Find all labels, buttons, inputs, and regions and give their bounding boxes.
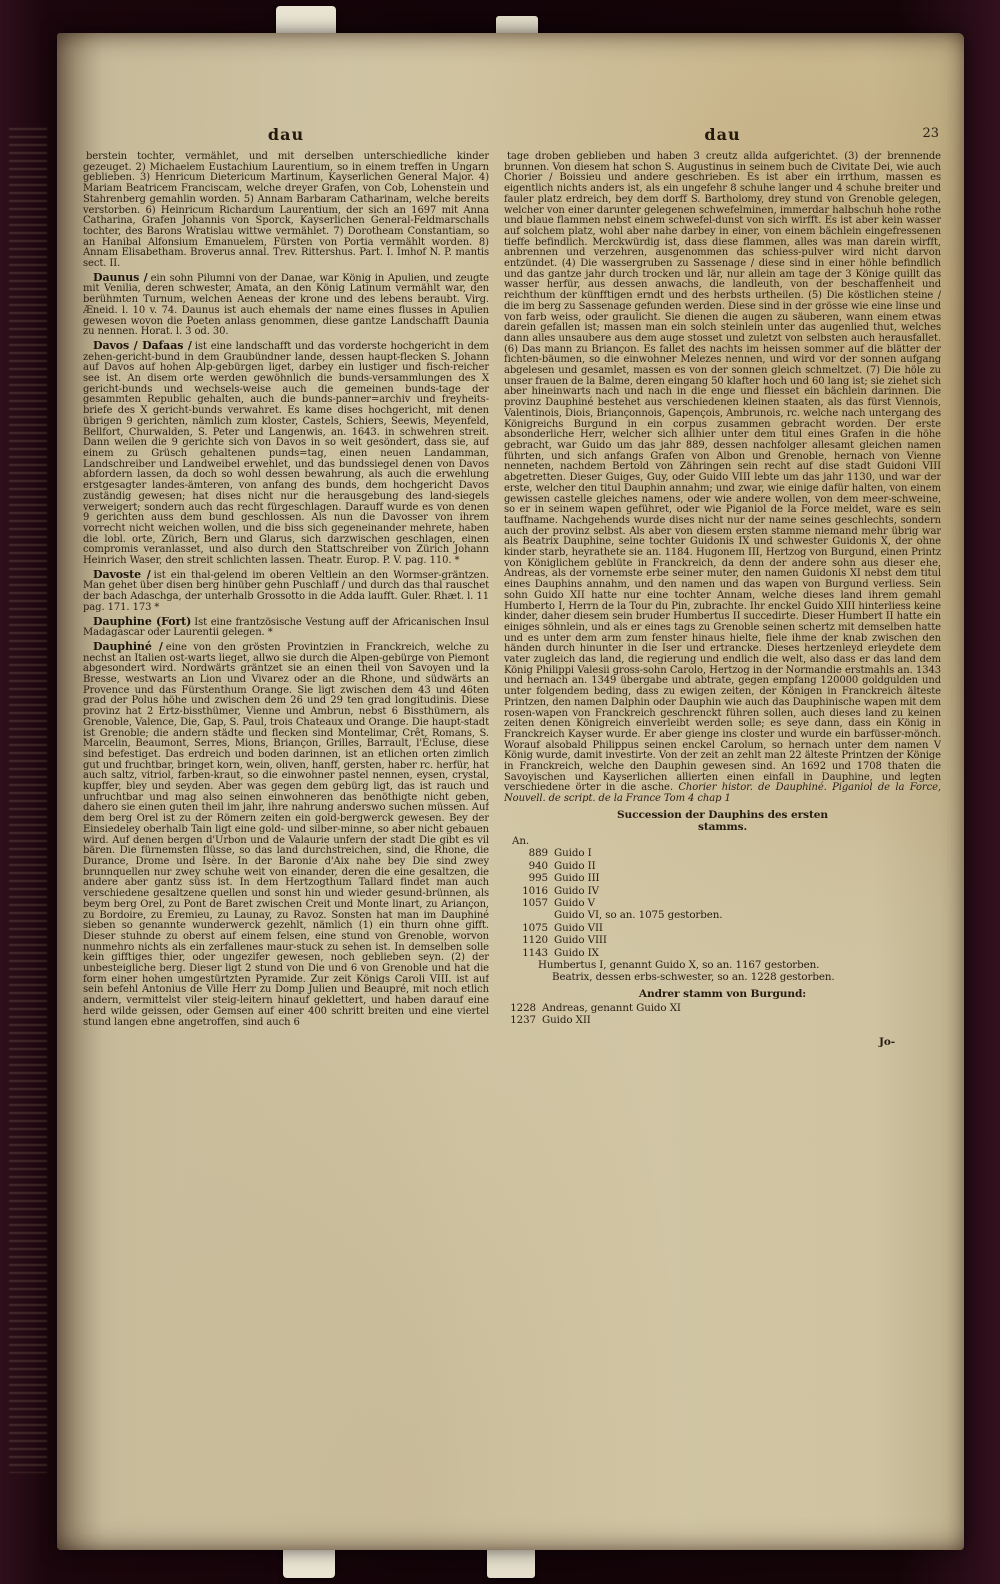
succession-year: 1075 (522, 921, 548, 934)
succession-row (516, 847, 941, 859)
catchword: Jo- (878, 1035, 895, 1048)
succession-year: 995 (528, 872, 548, 885)
succession-row (516, 872, 941, 884)
succession-name: Guido I (554, 847, 592, 860)
entry-daunus (83, 270, 489, 338)
succession-year: 1228 (510, 1001, 536, 1014)
succession-row (516, 885, 941, 897)
succession-year: 1143 (522, 946, 548, 959)
entry-citation: Chorier histor. de Dauphiné. Piganiol de la Force, Nouvell. de script. de la France Tom 4 chap 1 (504, 782, 941, 805)
entry-body: ist ein thal-gelend im oberen Veltlein an den Wormser-gräntzen. Man gehet über disen berg hinüber gehn Puschlaff / und durch das thal rauschet der bach Adaschga, der unterhalb Grossotto in die Adda laufft. Guler. Rhæt. l. 11 pag. 171. 173 * (83, 569, 489, 613)
succession-row (516, 897, 941, 909)
succession-name: Guido IX (554, 946, 599, 959)
text-columns (83, 151, 946, 1514)
entry-headword: Davoste / (93, 567, 151, 581)
succession-name: Andreas, genannt Guido XI (542, 1001, 681, 1014)
succession-year: 940 (528, 859, 548, 872)
succession-name: Guido V (554, 896, 595, 909)
running-head-left: dau (267, 125, 305, 144)
succession-row (504, 1002, 941, 1014)
succession-year: 1120 (522, 934, 548, 947)
running-head-right: dau (704, 125, 741, 144)
succession-name: Guido VI, so an. 1075 gestorben. (554, 909, 723, 922)
entry-davos (83, 338, 489, 567)
succession-row (504, 1014, 941, 1026)
succession-year: 889 (528, 847, 548, 860)
succession-year: 1057 (522, 896, 548, 909)
entry-continuation (83, 151, 489, 270)
succession-list (504, 809, 941, 1027)
entry-headword: Davos / Dafaas / (93, 338, 192, 352)
succession-year (516, 909, 548, 921)
entry-headword: Dauphine (Fort) (93, 614, 192, 628)
page-header (83, 125, 946, 144)
succession-title: Succession der Dauphins des ersten stamms. (616, 808, 829, 833)
right-column (504, 151, 941, 1514)
succession-name: Guido II (554, 859, 596, 872)
succession-year: 1237 (510, 1014, 536, 1027)
entry-dauphine-continuation (504, 151, 941, 805)
left-column (83, 151, 489, 1514)
entry-body: ist eine landschafft und das vorderste hochgericht in dem zehen-gericht-bund in dem Graubündner lande, dessen haupt-flecken S. Johann auf Davos auf hohen Alp-gebürgen liget, darbey ein lustiger und fisch-reicher see ist. An disem orte werden gewöhnlich die bunds-versammlungen des X gericht-bunds und wechsels-weise auch die gemeinen bunds-tage der gesammten Republic gehalten, auch die bunds-panner=archiv und freyheits-briefe des X gericht-bunds verwahret. Es kame dises hochgericht, mit denen übrigen 9 gerichten, nämlich zum kloster, Castels, Schiers, Seewis, Meyenfeld, Bellfort, Churwalden, S. Peter und Langenwis, an. 1643. in schwehren streit. Dann weilen die 9 gerichte sich von Davos in so weit gesöndert, dass sie, auf einem zu Grüsch gehaltenen punds=tag, einen neuen Landamman, Landschreiber und Landweibel erwehlet, und das bundssiegel denen von Davos abfordern lassen, da doch so wohl dessen bewahrung, als auch die erwehlung erstgesagter landes-ämteren, von anfang des bunds, dem hochgericht Davos zuständig gewesen; hat dises nicht nur die herausgebung des land-siegels verweigert; sondern auch das recht fürgeschlagen. Darauff wurde es von denen 9 gerichten auss dem bund geschlossen. Als nun die Davosser von ihrem vorrecht nicht weichen wollen, und die biss sich gegeneinander mehrete, haben die lobl. orte, Zürich, Bern und Glarus, sich darzwischen geschlagen, einen compromis veranlasset, und also durch den Stattschreiber von Zürich Johann Heinrich Waser, den streit schlichten lassen. Theatr. Europ. P. V. pag. 110. * (83, 340, 489, 567)
succession-note-humbertus: Humbertus I, genannt Guido X, so an. 1167 gestorben. (538, 958, 820, 971)
succession-name: Guido IV (554, 884, 599, 897)
running-head-left-wrap (83, 125, 489, 144)
succession-year-label: An. (512, 834, 530, 847)
entry-dauphine-province (83, 639, 489, 1028)
succession-note-beatrix: Beatrix, dessen erbs-schwester, so an. 1228 gestorben. (552, 971, 835, 984)
entry-body: tage droben geblieben und haben 3 creutz allda aufgerichtet. (3) der brennende brunnen. Von diesem hat schon S. Augustinus in seinem buch de Civitate Dei, wie auch Chorier / Boissieu und andere geschrieben. Es ist aber ein irrthum, massen es eigentlich nichts anders ist, als ein ungefehr 8 schuhe langer und 4 schuhe breiter und fauler platz erdreich, bey dem dorff S. Bartholomy, drey stund von Grenoble gelegen, welcher von einer darunter gelegenen schwefelminen, immerdar halbschuh hohe rothe und blaue flammen nebst einem schwefel-dunst von sich wirfft. Es ist aber kein wasser auf solchem platz, wohl aber nahe darbey in einer, von einem bächlein eingefressenen tieffe befindlich. Merckwürdig ist, dass diese flammen, alles was man darein wirfft, anbrennen und verzehren, ausgenommen das schiess-pulver wird nicht darvon entzündet. (4) Die wassergruben zu Sassenage / diese sind in einer höhle befindlich und das gantze jahr durch trocken und lär, nur allein am tage der 3 Könige quillt das wasser herfür, aus dessen anwachs, die landleuth, von der beschaffenheit und reichthum der künfftigen erndt und des herbsts urtheilen. (5) Die köstlichen steine / die im berg zu Sassenage gefunden werden. Diese sind in der grösse wie eine linse und von farb weiss, oder graulicht. Sie dienen die augen zu säuberen, wann einem etwas darein gefallen ist; massen man ein solch steinlein unter das augenlied thut, welches dann alles unsaubere aus dem auge stosset und zuletzt von selbsten auch herausfallet. (6) Das mann zu Briançon. Es fallet des nachts im heissen sommer auf die blätter der fichten-bäumen, so die einwohner Melezes nennen, und wird vor der sonnen aufgang abgelesen und gesamlet, massen es von der sonnen gleich schmeltzet. (7) Die höle zu unser frauen de la Balme, deren eingang 50 klafter hoch und 60 lang ist; sie ziehet sich aber hineinwarts nach und nach in die enge und fliesset ein bächlein darinnen. Die provinz Dauphiné bestehet aus verschiedenen kleinen staaten, als das fürst Viennois, Valentinois, Diois, Briançonnois, Gapençois, Ambrunois, rc. welche nach untergang des Königreichs Burgund in ein corpus zusammen gebracht worden. Der erste absonderliche Herr, welcher sich allhier unter dem titul eines Grafen in die höhe gebracht, war Guido um das jahr 889, dessen nachfolger allesamt gleichen namen führten, und sich anfangs Grafen von Albon und Grenoble, hernach von Vienne nenneten, nachdem Bertold von Zähringen sein recht auf dise stadt Guidoni VIII abgetretten. Dieser Guiges, Guy, oder Guido VIII lebte um das jahr 1130, und war der erste, welcher den titul Dauphin annahm; und zwar, wie einige dafür halten, von einem gewissen castelle gleiches namens, oder wie andere wollen, von dem meer-schweine, so er in seinem wapen geführet, oder wie Piganiol de la Force meldet, ware es sein tauffname. Nachgehends wurde dises nicht nur der name seines geschlechts, sondern auch der provinz selbst. Als aber von diesem ersten stamme niemand mehr übrig war als Beatrix Dauphine, seine tochter Guidonis IX und schwester Guidonis X, der ohne kinder starb, heyrathete sie an. 1184. Hugonem III, Hertzog von Burgund, einen Printz von Königlichem geblüte in Franckreich, da denn der andere sohn aus dieser ehe, Andreas, als der vornemste erbe seiner muter, den namen Guidonis XI nebst dem titul eines Dauphins annahm, und den namen und das wapen von Burgund verliess. Sein sohn Guido XII hatte nur eine tochter Annam, welche dieses land ihrem gemahl Humberto I, Herrn de la Tour du Pin, zubrachte. Ihr enckel Guido XIII hinterliess keine kinder, daher diesem sein bruder Humbertus II succedirte. Dieser Humbert II hatte ein einiges söhnlein, und als er eines tags zu Grenoble seinen schertz mit demselben hatte und es unter dem arm zum fenster hinaus hielte, fiele ihme der knab zwischen den händen durch hinunter in die Iser und ertrancke. Dieses hertzenleyd erleydete dem vater zugleich das land, die regierung und endlich die welt, also dass er das land dem König Philippi Valesii gross-sohn Carolo, Hertzog in der Normandie erstmahls an. 1343 und hernach an. 1349 übergabe und abtrate, gegen empfang 120000 goldgulden und unter folgendem beding, dass zu ewigen zeiten, der Königen in Franckreich älteste Printzen, den namen Dalphin oder Dauphin wie auch das Dauphinische wapen mit dem rosen-wapen von Franckreich geschrenckt führen sollen, auch dieses land zu keinen zeiten denen Königreich einverleibt werden solle; es seye dann, dass ein König in Franckreich Kayser wurde. Er aber gienge ins closter und wurde ein barfüsser-mönch. Worauf alsobald Philippus seinen enckel Carolum, so hernach unter dem namen V König wurde, damit investirte. Von der zeit an zehlt man 22 älteste Printzen der Könige in Franckreich, welche den Dauphin gewesen sind. An 1692 und 1708 thaten die Savoyischen und Kayserlichen allierten einen einfall in Dauphine, und legten verschiedene örter in die asche. (504, 151, 941, 794)
page-number: 23 (922, 126, 939, 141)
running-head-right-wrap (504, 125, 941, 144)
succession-row (516, 934, 941, 946)
succession-name: Guido III (554, 872, 600, 885)
entry-davoste (83, 567, 489, 614)
succession-year: 1016 (522, 884, 548, 897)
entry-headword: Dauphiné / (93, 639, 163, 653)
succession-row (516, 860, 941, 872)
succession-name: Guido XII (542, 1014, 591, 1027)
entry-body: ein sohn Pilumni von der Danae, war König in Apulien, und zeugte mit Venilia, deren schwester, Amata, an den König Latinum vermählt war, den berühmten Turnum, welchen Aeneas der krone und des lebens beraubt. Virg. Æneid. l. 10 v. 74. Daunus ist auch ehemals der name eines flusses in Apulien gewesen wovon die Poeten anlass genommen, diese gantze Landschafft Daunia zu nennen. Horat. l. 3 od. 30. (83, 272, 489, 338)
succession-name: Guido VII (554, 921, 603, 934)
entry-dauphine-fort (83, 614, 489, 639)
entry-headword: Daunus / (93, 270, 148, 284)
entry-body: berstein tochter, vermählet, und mit derselben unterschiedliche kinder gezeuget. 2) Michaelem Eustachium Laurentium, so in einem treffen in Ungarn geblieben. 3) Henricum Dietericum Martinum, Kayserlichen General Major. 4) Mariam Beatricem Franciscam, welche dreyer Grafen, von Cob, Lohenstein und Stahrenberg gemahlin worden. 5) Annam Barbaram Catharinam, welche bereits verstorben. 6) Heinricum Richardum Laurentium, der sich an 1697 mit Anna Catharina, Grafen Johannis von Sporck, Kayserlichen General-Feldmarschalls tochter, des Barons Wratislau wittwe vermählet. 7) Dorotheam Constantiam, so an Hanibal Alfonsium Emanuelem, Fürsten von Portia vermählt worden. 8) Annam Elisabetham. Broverus annal. Trev. Rittershus. Part. I. Imhof N. P. mantis sect. II. (83, 151, 489, 270)
succession-name: Guido VIII (554, 934, 607, 947)
page-inner (83, 33, 946, 1550)
entry-body: Ist eine frantzösische Vestung auff der Africanischen Insul Madagascar oder Laurentii gelegen. * (83, 616, 489, 639)
book-page (57, 33, 964, 1550)
succession-row (516, 909, 941, 921)
second-stem-heading: Andrer stamm von Burgund: (638, 987, 807, 1000)
entry-body: eine von den grösten Provintzien in Franckreich, welche zu nechst an Italien ost-warts lieget, allwo sie durch die Alpen-gebürge von Piemont abgesondert wird. Nordwärts gräntzet sie an einen theil von Savoyen und la Bresse, westwarts an Lion und Vivarez oder an die Rhone, und südwärts an Provence und das Fürstenthum Orange. Sie ligt zwischen dem 43 und 46ten grad der Polus höhe und zwischen dem 26 und 29 ten grad longitudinis. Diese provinz hat 2 Ertz-bissthümer, Vienne und Ambrun, nebst 6 Bissthümern, als Grenoble, Valence, Die, Gap, S. Paul, trois Chateaux und Orange. Die haupt-stadt ist Grenoble; die andern städte und flecken sind Montelimar, Crêt, Romans, S. Marcelin, Beaumont, Serres, Mions, Briançon, Grilles, Barrault, l'Ecluse, diese sind befestiget. Das erdreich und boden darinnen, ist an etlichen orten zimlich gut und fruchtbar, bringet korn, wein, oliven, hanff, gersten, haber rc. herfür, hat auch saltz, vitriol, farben-kraut, so die einwohner pastel nennen, eysen, crystal, kupffer, bley und seyden. Aber was gegen dem gebürg ligt, das ist rauch und unfruchtbar und mag also seinen einwohneren das benöthigte nicht geben, dahero sie einen guten theil im jahr, ihre nahrung anderswo suchen müssen. Auf dem berg Orel ist zu der Römern zeiten ein gold-bergwerck gewesen. Bey der Einsiedeley oberhalb Tain ligt eine gold- und silber-minne, so aber nicht gebauen wird. Auf denen bergen d'Urbon und de Valaurie unfern der stadt Die gibt es vil bären. Die fürnemsten flüsse, so das land durchstreichen, sind, die Rhone, die Durance, Drome und Isère. In der Baronie d'Aix nahe bey Die sind zwey brunnquellen nur zwey schuhe weit von einander, deren die eine gesaltzen, die andere aber gantz süss ist. In dem Hertzogthum Tallard findet man auch verschiedene gesaltzene quellen und sonst hin und wieder gesund-brünnen, als beym berg Orel, zu Pont de Baret zwischen Creit und Monte linart, zu Ariançon, zu Bordoire, zu Eremieu, zu Launay, zu Ravoz. Sonsten hat man im Dauphiné sieben so genannte wunderwerck gezehlt, nämlich (1) ein thurn ohne gifft. Dieser stuhnde zu oberst auf einem felsen, eine stund von Grenoble, worvon nunmehro nichts als ein zerfallenes maur-stuck zu sehen ist. In demselben solle kein gifftiges thier, oder ungezifer gewesen, noch geblieben seyn. (2) der unbesteigliche berg. Dieser ligt 2 stund von Die und 6 von Grenoble und hat die form einer hohen umgestürtzten Pyramide. Zur zeit Königs Caroli VIII. ist auf sein befehl Antonius de Ville Herr zu Domp Julien und Beaupré, mit noch etlich andern, vermittelst viler steig-leitern hinauf geklettert, und haben darauf eine herd wilde geissen, oder Gemsen auf einer 400 schritt breiten und eine viertel stund langen ebne angetroffen, sind auch 6 (83, 641, 489, 1028)
gutter-ghost-text (9, 128, 47, 1473)
succession-row (516, 947, 941, 959)
succession-row (516, 922, 941, 934)
